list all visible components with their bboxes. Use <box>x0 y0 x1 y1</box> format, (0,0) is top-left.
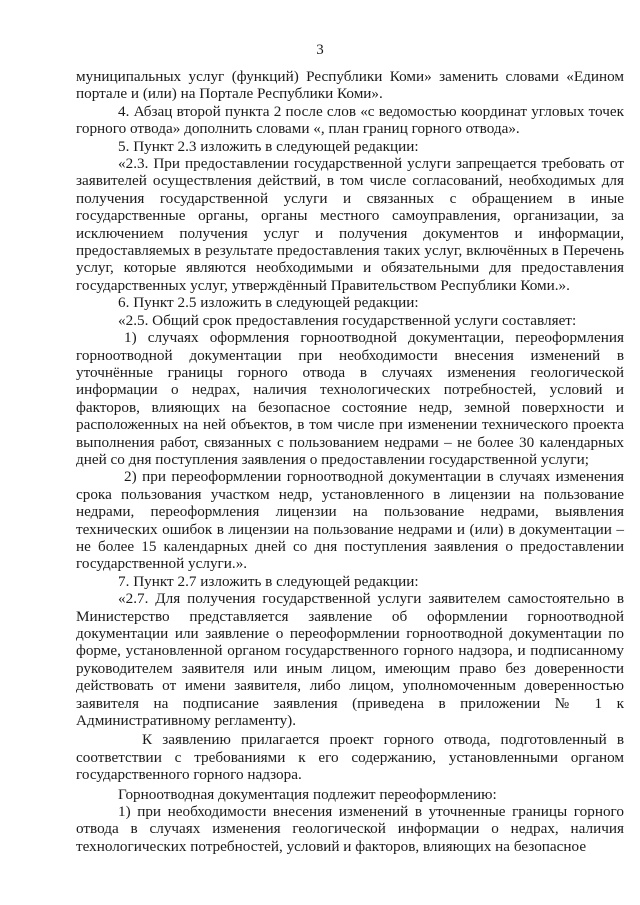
paragraph: 1) случаях оформления горноотводной документации, переоформления горноотводной документации при необходимости внесения изменений в уточнённые границы горного отвода в случаях изменения геологической информации о недрах, наличия технологических потребностей, условий и факторов, влияющих на безопасное состояние недр, земной поверхности и расположенных на ней объектов, в том числе при изменении технического проекта выполнения работ, связанных с пользованием недрами – не более 30 календарных дней со дня поступления заявления о предоставлении государственной услуги; <box>76 329 624 468</box>
paragraph: 5. Пункт 2.3 изложить в следующей редакции: <box>118 137 419 155</box>
paragraph: Горноотводная документация подлежит переоформлению: <box>118 785 497 803</box>
paragraph: 2) при переоформлении горноотводной документации в случаях изменения срока пользования участком недр, установленного в лицензии на пользование недрами, переоформления лицензии на пользование недрами, выявления технических ошибок в лицензии на пользование недрами и (или) в документации – не более 15 календарных дней со дня поступления заявления о предоставлении государственной услуги.». <box>76 468 624 573</box>
paragraph: К заявлению прилагается проект горного отвода, подготовленный в соответствии с требованиями к его содержанию, установленными органом государственного горного надзора. <box>76 731 624 784</box>
paragraph: 6. Пункт 2.5 изложить в следующей редакции: <box>118 294 419 312</box>
page-number: 3 <box>316 42 324 58</box>
paragraph: «2.5. Общий срок предоставления государственной услуги составляет: <box>118 311 577 329</box>
paragraph: 4. Абзац второй пункта 2 после слов «с ведомостью координат угловых точек горного отвода» дополнить словами «, план границ горного отвода». <box>76 102 624 138</box>
paragraph: 7. Пункт 2.7 изложить в следующей редакции: <box>118 572 419 590</box>
paragraph: 1) при необходимости внесения изменений в уточненные границы горного отвода в случаях изменения геологической информации о недрах, наличия технологических потребностей, условий и факторов, влияющих на безопасное <box>76 803 624 855</box>
paragraph: «2.7. Для получения государственной услуги заявителем самостоятельно в Министерство представляется заявление об оформлении горноотводной документации или заявление о переоформлении горноотводной документации по форме, установленной органом государственного горного надзора, и подписанному руководителем заявителя или иным лицом, имеющим право без доверенности действовать от имени заявителя, либо лицом, уполномоченным доверенностью заявителя на подписание заявления (приведена в приложении № 1 к Административному регламенту). <box>76 590 624 730</box>
paragraph: «2.3. При предоставлении государственной услуги запрещается требовать от заявителей осуществления действий, в том числе согласований, необходимых для получения государственной услуги и связанных с обращением в иные государственные органы, органы местного самоуправления, организации, за исключением получения услуг и получения документов и информации, предоставляемых в результате предоставления таких услуг, включённых в Перечень услуг, которые являются необходимыми и обязательными для предоставления государственных услуг, утверждённый Правительством Республики Коми.». <box>76 155 624 294</box>
document-body <box>76 68 624 855</box>
paragraph: муниципальных услуг (функций) Республики Коми» заменить словами «Едином портале и (или) на Портале Республики Коми». <box>76 68 624 103</box>
